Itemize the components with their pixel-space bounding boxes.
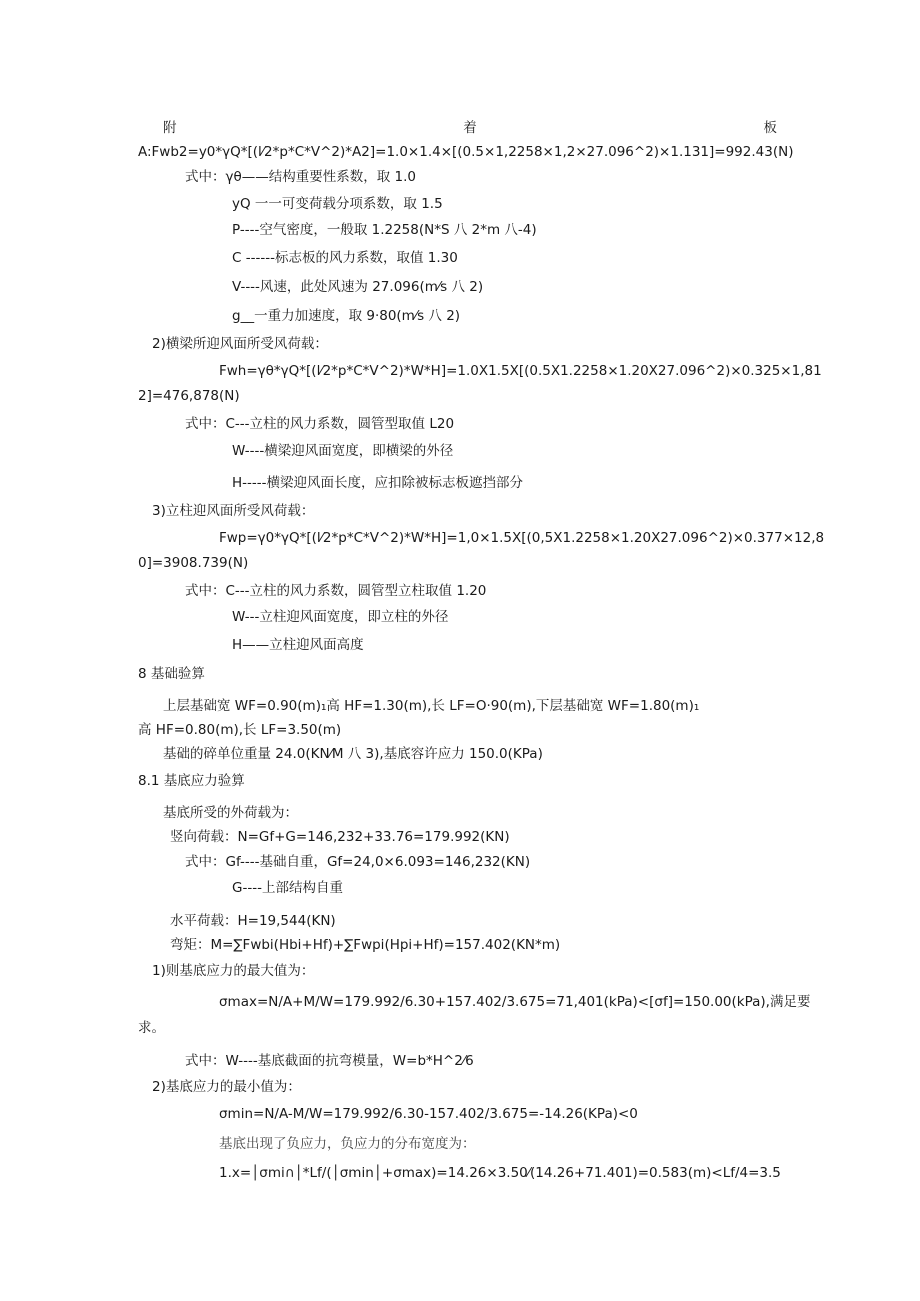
subsection-title-stress: 8.1 基底应力验算 [138,773,245,789]
section-title-foundation: 8 基础验算 [138,666,205,682]
foundation-unit-weight: 基础的碎单位重量 24.0(KN⁄M 八 3),基底容许应力 150.0(KPa) [163,746,543,762]
def-section-modulus: 式中：W----基底截面的抗弯模量，W=b*H^2⁄6 [185,1053,474,1069]
heading-char-1: 附 [163,120,177,136]
heading-char-3: 板 [763,120,777,136]
section-heading [163,119,777,137]
def-superstructure-weight: G----上部结构自重 [232,880,343,896]
def-wind-coefficient: C ------标志板的风力系数，取值 1.30 [232,250,458,266]
formula-fwp-result: 0]=3908.739(N) [138,555,249,571]
def-gamma0: 式中：γθ——结构重要性系数，取 1.0 [185,169,417,185]
def-crossbeam-length: H-----横梁迎风面长度，应扣除被标志板遮挡部分 [232,475,524,491]
subheading-max-stress: 1)则基底应力的最大值为： [152,963,315,979]
def-column-coefficient-2: 式中：C---立柱的风力系数，圆管型立柱取值 1.20 [185,583,487,599]
horizontal-load: 水平荷载：H=19,544(KN) [170,913,336,929]
subheading-min-stress: 2)基底应力的最小值为： [152,1079,301,1095]
formula-fwp: Fwp=γ0*γQ*[(l⁄2*p*C*V^2)*W*H]=1,0×1.5X[(0,5X1.2258×1.20X27.096^2)×0.377×12,8 [219,530,825,546]
heading-char-2: 着 [463,120,477,136]
formula-fwh-result: 2]=476,878(N) [138,388,240,404]
external-loads-intro: 基底所受的外荷载为： [163,805,298,821]
formula-fwh: Fwh=γθ*γQ*[(l⁄2*p*C*V^2)*W*H]=1.0X1.5X[(0.5X1.2258×1.20X27.096^2)×0.325×1,81 [219,363,822,379]
formula-negative-width: 1.x=│σmi∩│*Lf/(│σmin│+σmax)=14.26×3.50⁄(14.26+71.401)=0.583(m)<Lf/4=3.5 [219,1165,781,1181]
def-crossbeam-width: W----横梁迎风面宽度，即横梁的外径 [232,443,454,459]
foundation-dimensions-cont: 高 HF=0.80(m),长 LF=3.50(m) [138,722,342,738]
subheading-column-wind: 3)立柱迎风面所受风荷载： [152,503,315,519]
def-column-height: H——立柱迎风面高度 [232,637,364,653]
negative-stress-note: 基底出现了负应力，负应力的分布宽度为： [219,1136,476,1152]
def-wind-speed: V----风速，此处风速为 27.096(m⁄s 八 2) [232,279,484,295]
bending-moment: 弯矩：M=∑Fwbi(Hbi+Hf)+∑Fwpi(Hpi+Hf)=157.402(KN*m) [170,937,561,953]
foundation-dimensions: 上层基础宽 WF=0.90(m)₁高 HF=1.30(m),长 LF=O·90(m),下层基础宽 WF=1.80(m)₁ [163,698,700,714]
def-column-width: W---立柱迎风面宽度，即立柱的外径 [232,609,449,625]
formula-sigma-max: σmax=N/A+M/W=179.992/6.30+157.402/3.675=71,401(kPa)<[σf]=150.00(kPa),满足要 [219,994,811,1010]
formula-sigma-max-cont: 求。 [138,1020,165,1036]
formula-fwb2: A:Fwb2=y0*γQ*[(l⁄2*p*C*V^2)*A2]=1.0×1.4×[(0.5×1,2258×1,2×27.096^2)×1.131]=992.43(N) [138,144,794,160]
def-gammaq: yQ 一一可变荷载分项系数，取 1.5 [232,196,443,212]
def-foundation-self-weight: 式中：Gf----基础自重，Gf=24,0×6.093=146,232(KN) [185,854,531,870]
formula-sigma-min: σmin=N/A-M/W=179.992/6.30-157.402/3.675=-14.26(KPa)<0 [219,1106,638,1122]
def-air-density: P----空气密度，一般取 1.2258(N*S 八 2*m 八-4) [232,222,537,238]
vertical-load: 竖向荷载：N=Gf+G=146,232+33.76=179.992(KN) [170,829,510,845]
subheading-crossbeam-wind: 2)横梁所迎风面所受风荷载： [152,336,328,352]
def-column-coefficient: 式中：C---立柱的风力系数，圆管型取值 L20 [185,416,455,432]
def-gravity: g__一重力加速度，取 9·80(m⁄s 八 2) [232,308,461,324]
